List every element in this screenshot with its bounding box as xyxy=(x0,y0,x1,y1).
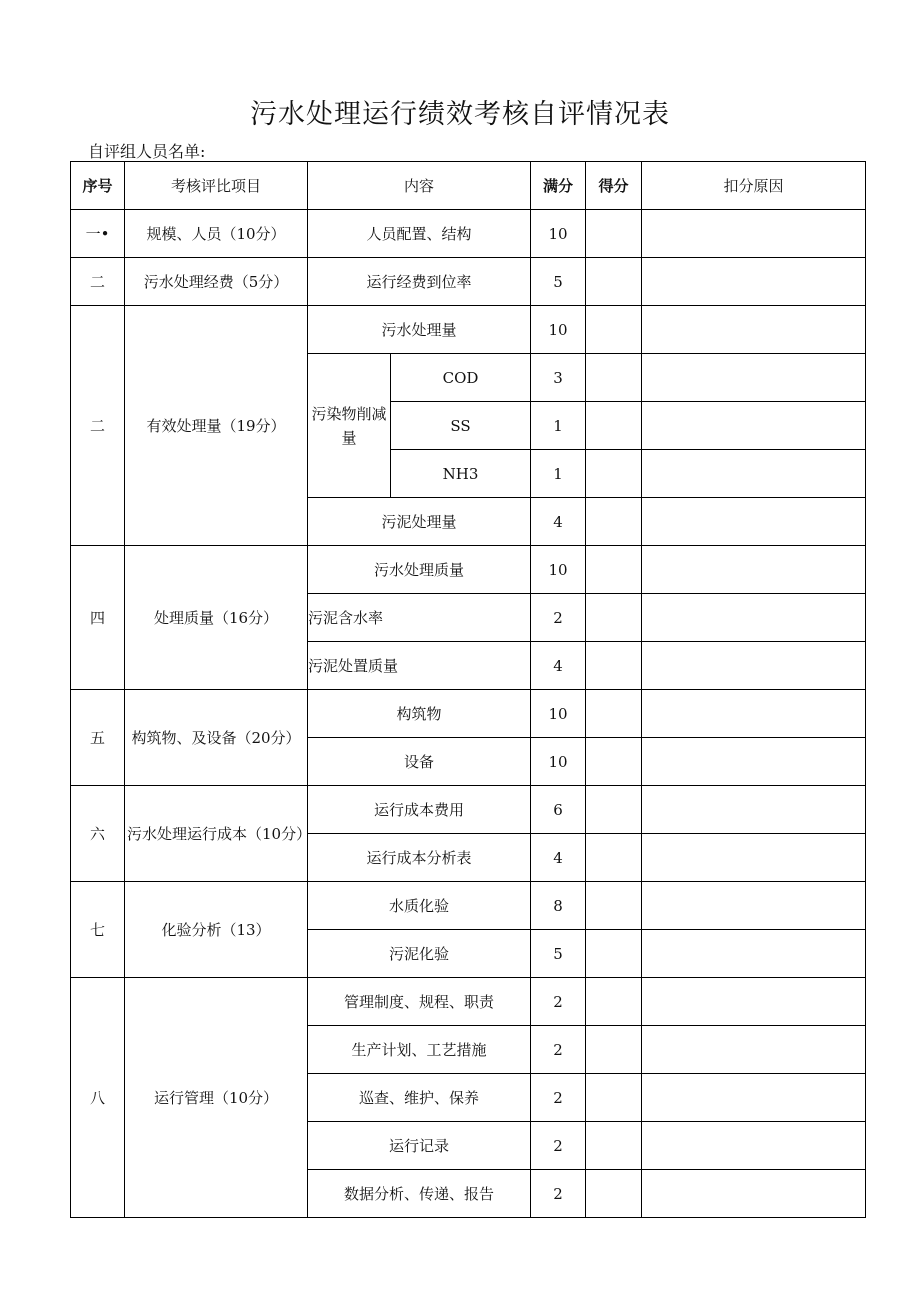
content-cell: 巡查、维护、保养 xyxy=(308,1074,531,1122)
item-cell: 污水处理运行成本（10分） xyxy=(125,786,308,882)
full-score-cell: 2 xyxy=(531,1026,586,1074)
full-score-cell: 2 xyxy=(531,1170,586,1218)
seq-cell: 六 xyxy=(71,786,125,882)
full-score-cell: 8 xyxy=(531,882,586,930)
score-cell[interactable] xyxy=(586,210,642,258)
full-score-cell: 4 xyxy=(531,834,586,882)
reason-cell[interactable] xyxy=(642,306,866,354)
full-score-cell: 2 xyxy=(531,594,586,642)
full-score-cell: 10 xyxy=(531,210,586,258)
page-title: 污水处理运行绩效考核自评情况表 xyxy=(250,99,670,130)
full-score-cell: 3 xyxy=(531,354,586,402)
content-cell: 运行记录 xyxy=(308,1122,531,1170)
full-score-cell: 2 xyxy=(531,978,586,1026)
seq-cell: 一• xyxy=(71,210,125,258)
reason-cell[interactable] xyxy=(642,642,866,690)
content-cell: COD xyxy=(391,354,531,402)
content-cell: 运行成本分析表 xyxy=(308,834,531,882)
score-cell[interactable] xyxy=(586,450,642,498)
content-cell: SS xyxy=(391,402,531,450)
reason-cell[interactable] xyxy=(642,1122,866,1170)
item-cell: 化验分析（13） xyxy=(125,882,308,978)
reason-cell[interactable] xyxy=(642,450,866,498)
reason-cell[interactable] xyxy=(642,834,866,882)
item-cell: 有效处理量（19分） xyxy=(125,306,308,546)
reason-cell[interactable] xyxy=(642,786,866,834)
reason-cell[interactable] xyxy=(642,258,866,306)
item-cell: 运行管理（10分） xyxy=(125,978,308,1218)
content-cell: 运行成本费用 xyxy=(308,786,531,834)
content-cell: NH3 xyxy=(391,450,531,498)
table-header-row xyxy=(71,162,866,210)
full-score-cell: 1 xyxy=(531,450,586,498)
item-cell: 污水处理经费（5分） xyxy=(125,258,308,306)
evaluator-list-label: 自评组人员名单: xyxy=(88,142,206,161)
score-cell[interactable] xyxy=(586,642,642,690)
score-cell[interactable] xyxy=(586,690,642,738)
reason-cell[interactable] xyxy=(642,210,866,258)
score-cell[interactable] xyxy=(586,402,642,450)
full-score-cell: 10 xyxy=(531,690,586,738)
seq-cell: 八 xyxy=(71,978,125,1218)
content-cell: 污水处理质量 xyxy=(308,546,531,594)
table-row xyxy=(71,258,866,306)
content-cell: 设备 xyxy=(308,738,531,786)
score-cell[interactable] xyxy=(586,738,642,786)
full-score-cell: 4 xyxy=(531,642,586,690)
content-cell: 管理制度、规程、职责 xyxy=(308,978,531,1026)
full-score-cell: 10 xyxy=(531,546,586,594)
score-cell[interactable] xyxy=(586,354,642,402)
table-row xyxy=(71,978,866,1026)
reason-cell[interactable] xyxy=(642,354,866,402)
seq-cell: 四 xyxy=(71,546,125,690)
header-reason: 扣分原因 xyxy=(642,162,866,210)
reason-cell[interactable] xyxy=(642,690,866,738)
reason-cell[interactable] xyxy=(642,546,866,594)
subgroup-cell: 污染物削减量 xyxy=(308,354,391,498)
score-cell[interactable] xyxy=(586,1026,642,1074)
reason-cell[interactable] xyxy=(642,978,866,1026)
header-item: 考核评比项目 xyxy=(125,162,308,210)
score-cell[interactable] xyxy=(586,546,642,594)
score-cell[interactable] xyxy=(586,1122,642,1170)
table-row xyxy=(71,882,866,930)
full-score-cell: 4 xyxy=(531,498,586,546)
content-cell: 人员配置、结构 xyxy=(308,210,531,258)
reason-cell[interactable] xyxy=(642,1170,866,1218)
score-cell[interactable] xyxy=(586,594,642,642)
table-row xyxy=(71,546,866,594)
header-content: 内容 xyxy=(308,162,531,210)
seq-cell: 二 xyxy=(71,258,125,306)
table-row xyxy=(71,210,866,258)
full-score-cell: 10 xyxy=(531,306,586,354)
evaluation-table xyxy=(70,161,866,1218)
reason-cell[interactable] xyxy=(642,594,866,642)
reason-cell[interactable] xyxy=(642,1026,866,1074)
full-score-cell: 5 xyxy=(531,930,586,978)
reason-cell[interactable] xyxy=(642,930,866,978)
content-cell: 污泥处置质量 xyxy=(308,642,531,690)
item-cell: 规模、人员（10分） xyxy=(125,210,308,258)
reason-cell[interactable] xyxy=(642,1074,866,1122)
content-cell: 运行经费到位率 xyxy=(308,258,531,306)
score-cell[interactable] xyxy=(586,1074,642,1122)
seq-cell: 七 xyxy=(71,882,125,978)
score-cell[interactable] xyxy=(586,882,642,930)
item-cell: 处理质量（16分） xyxy=(125,546,308,690)
seq-cell: 五 xyxy=(71,690,125,786)
score-cell[interactable] xyxy=(586,258,642,306)
full-score-cell: 2 xyxy=(531,1122,586,1170)
content-cell: 水质化验 xyxy=(308,882,531,930)
score-cell[interactable] xyxy=(586,834,642,882)
reason-cell[interactable] xyxy=(642,738,866,786)
reason-cell[interactable] xyxy=(642,882,866,930)
content-cell: 构筑物 xyxy=(308,690,531,738)
content-cell: 污泥化验 xyxy=(308,930,531,978)
header-seq: 序号 xyxy=(71,162,125,210)
content-cell: 污泥含水率 xyxy=(308,594,531,642)
item-cell: 构筑物、及设备（20分） xyxy=(125,690,308,786)
full-score-cell: 1 xyxy=(531,402,586,450)
score-cell[interactable] xyxy=(586,978,642,1026)
score-cell[interactable] xyxy=(586,1170,642,1218)
full-score-cell: 10 xyxy=(531,738,586,786)
seq-cell: 二 xyxy=(71,306,125,546)
header-score: 得分 xyxy=(586,162,642,210)
score-cell[interactable] xyxy=(586,306,642,354)
content-cell: 数据分析、传递、报告 xyxy=(308,1170,531,1218)
header-full: 满分 xyxy=(531,162,586,210)
content-cell: 生产计划、工艺措施 xyxy=(308,1026,531,1074)
score-cell[interactable] xyxy=(586,498,642,546)
table-row xyxy=(71,786,866,834)
score-cell[interactable] xyxy=(586,930,642,978)
reason-cell[interactable] xyxy=(642,498,866,546)
reason-cell[interactable] xyxy=(642,402,866,450)
score-cell[interactable] xyxy=(586,786,642,834)
full-score-cell: 6 xyxy=(531,786,586,834)
table-row xyxy=(71,306,866,354)
table-row xyxy=(71,690,866,738)
content-cell: 污泥处理量 xyxy=(308,498,531,546)
content-cell: 污水处理量 xyxy=(308,306,531,354)
full-score-cell: 2 xyxy=(531,1074,586,1122)
full-score-cell: 5 xyxy=(531,258,586,306)
